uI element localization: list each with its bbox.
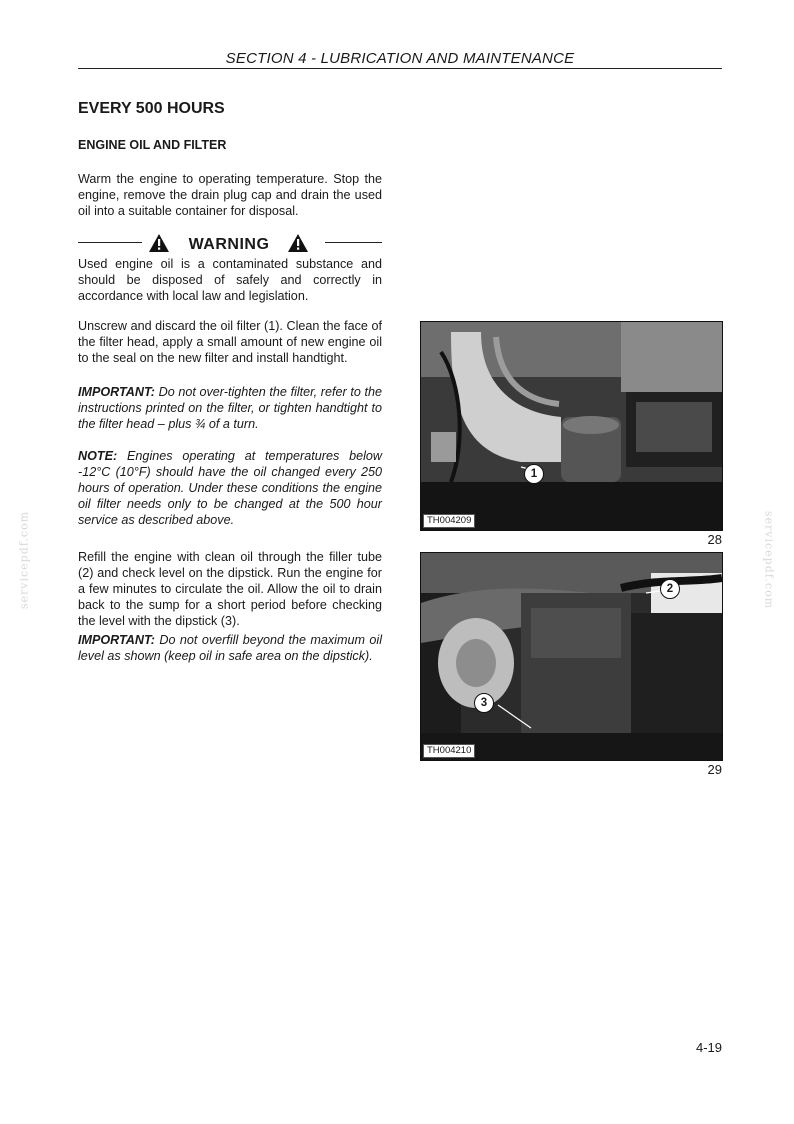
important-text: Do not over-tighten the filter, refer to the instructions printed on the filter, or tighten handtight to the filter head – plus ¾ of a turn. <box>78 385 383 431</box>
engine-oil-filter-image <box>421 322 722 530</box>
important-label: IMPORTANT: <box>78 385 155 399</box>
warning-banner <box>78 233 382 255</box>
page-number: 4-19 <box>695 1040 722 1055</box>
watermark-right: servicepdf.com <box>762 510 776 610</box>
intro-paragraph: Warm the engine to operating temperature. Stop the engine, remove the drain plug cap and drain the used oil into a suitable container for disposal. <box>78 172 382 218</box>
header-rule <box>78 68 722 69</box>
warning-text: Used engine oil is a contaminated substance and should be disposed of safely and correctly in accordance with local law and legislation. <box>78 257 382 303</box>
cold-weather-note <box>78 448 382 528</box>
important-note-2 <box>78 632 382 664</box>
note-text: Engines operating at temperatures below -12°C (10°F) should have the oil changed every 250 hours of operation. Under these conditions the engine oil filter needs only to be changed at the 500 hour service as described above. <box>78 449 382 527</box>
important-label: IMPORTANT: <box>78 633 155 647</box>
important-note-1 <box>78 384 382 432</box>
warning-triangle-icon <box>148 233 170 253</box>
callout-2: 2 <box>660 579 680 599</box>
important-text: Do not overfill beyond the maximum oil level as shown (keep oil in safe area on the dipstick). <box>78 633 382 663</box>
section-title: SECTION 4 - LUBRICATION AND MAINTENANCE <box>225 50 575 67</box>
figure-code: TH004210 <box>423 744 475 758</box>
warning-rule-left <box>78 242 142 243</box>
figure-number: 29 <box>707 762 722 777</box>
callout-1: 1 <box>524 464 544 484</box>
page-heading: EVERY 500 HOURS <box>78 100 225 117</box>
warning-label: WARNING <box>188 236 270 253</box>
subheading: ENGINE OIL AND FILTER <box>78 138 227 152</box>
figure-28-photo <box>420 321 723 531</box>
warning-triangle-icon <box>287 233 309 253</box>
refill-instructions: Refill the engine with clean oil through the filler tube (2) and check level on the dipstick. Run the engine for a few minutes to circulate the oil. Allow the oil to drain back to the sump for a short period before checking the level with the dipstick (3). <box>78 550 382 628</box>
figure-code: TH004209 <box>423 514 475 528</box>
filter-instructions: Unscrew and discard the oil filter (1). Clean the face of the filter head, apply a small amount of new engine oil to the seal on the new filter and install handtight. <box>78 319 382 365</box>
callout-3: 3 <box>474 693 494 713</box>
warning-rule-right <box>325 242 382 243</box>
note-label: NOTE: <box>78 449 118 463</box>
figure-number: 28 <box>707 532 722 547</box>
watermark-left: servicepdf.com <box>17 510 31 610</box>
